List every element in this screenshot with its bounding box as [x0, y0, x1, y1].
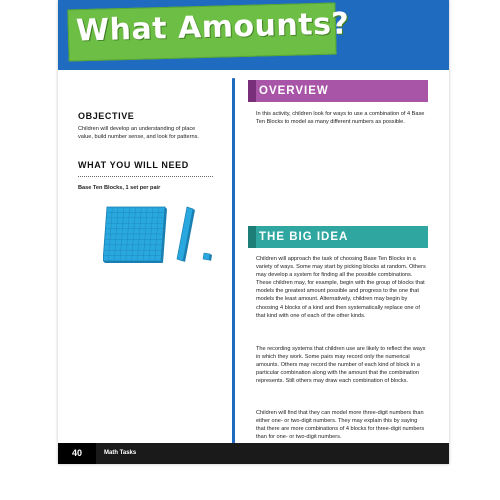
base-ten-blocks-illustration: [103, 205, 223, 265]
objective-heading: OBJECTIVE: [78, 111, 135, 121]
dotted-rule: [78, 176, 213, 177]
overview-text: In this activity, children look for ways to use a combination of 4 Base Ten Blocks to model as many different numbers as possible.: [256, 111, 425, 126]
page-footer: [58, 443, 449, 464]
page-number: 40: [58, 443, 96, 464]
objective-text: Children will develop an understanding of place value, build number sense, and look for patterns.: [78, 126, 199, 141]
ten-rod-block: [177, 207, 195, 262]
overview-heading: OVERVIEW: [259, 85, 329, 97]
big-idea-paragraph-3: Children will find that they can model more three-digit numbers than either one- or two-digit numbers. They may explain this by saying that there are more combinations of 4 blocks for three-digit numbers than for one- or two-digit numbers.: [256, 410, 425, 441]
hundred-flat-block: [103, 207, 167, 263]
page-title: What Amounts?: [75, 6, 350, 49]
unit-cube-block: [203, 253, 212, 261]
big-idea-paragraph-1: Children will approach the task of choosing Base Ten Blocks in a variety of ways. Some may start by picking blocks at random. Others may develop a system for finding all the possible combinations. These children may, for example, begin with the group of blocks that models the greatest amount possible and progress to the one that models the least amount. Alternatively, children may begin by choosing 4 blocks of a kind and then systematically replace one of that kind with one of each of the other kinds.: [256, 256, 426, 319]
worksheet-page: [58, 0, 449, 464]
big-idea-heading: THE BIG IDEA: [259, 231, 349, 243]
overview-banner: [248, 80, 428, 102]
materials-text: Base Ten Blocks, 1 set per pair: [78, 185, 161, 191]
column-divider: [232, 78, 235, 456]
what-you-need-heading: WHAT YOU WILL NEED: [78, 160, 189, 170]
big-idea-banner: [248, 226, 428, 248]
big-idea-paragraph-2: The recording systems that children use are likely to reflect the ways in which they work. Some pairs may record only the numerical amounts. Others may record the number of each kind of block in a particular combination along with the amount that the combination represents. Still others may draw each combination of blocks.: [256, 346, 426, 385]
book-title: Math Tasks: [104, 450, 137, 456]
